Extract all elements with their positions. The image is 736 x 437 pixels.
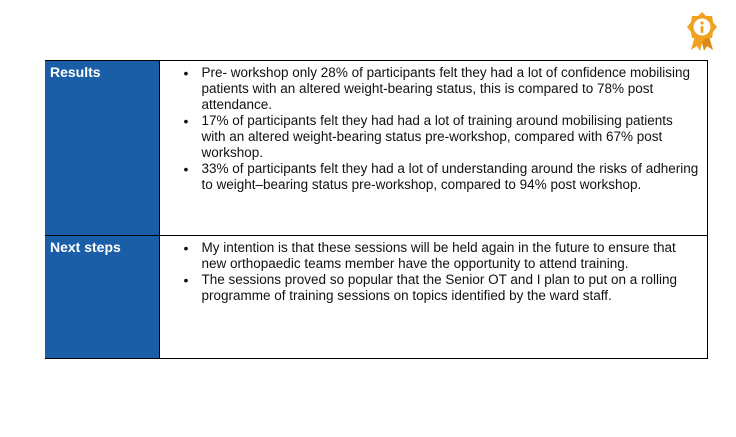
next-steps-row (45, 236, 708, 359)
next-steps-bullet-list (182, 240, 700, 304)
next-steps-bullet: • The sessions proved so popular that the Senior OT and I plan to put on a rolling programme of training sessions on topics identified by the ward staff. (202, 272, 700, 304)
results-bullet-list (182, 65, 700, 193)
next-steps-bullet: • My intention is that these sessions will be held again in the future to ensure that new orthopaedic teams member have the opportunity to attend training. (202, 240, 700, 272)
results-bullet: • 33% of participants felt they had a lot of understanding around the risks of adhering to weight–bearing status pre-workshop, compared to 94% post workshop. (202, 161, 700, 193)
results-row (45, 61, 708, 236)
next-steps-label: Next steps (45, 236, 159, 359)
report-table (45, 60, 708, 359)
results-bullet: • 17% of participants felt they had had a lot of training around mobilising patients with an altered weight-bearing status pre-workshop, compared with 67% post workshop. (202, 113, 700, 161)
results-label: Results (45, 61, 159, 236)
next-steps-content (159, 236, 708, 359)
results-content (159, 61, 708, 236)
award-info-icon (684, 10, 720, 52)
results-bullet: • Pre- workshop only 28% of participants felt they had a lot of confidence mobilising patients with an altered weight-bearing status, this is compared to 78% post attendance. (202, 65, 700, 113)
